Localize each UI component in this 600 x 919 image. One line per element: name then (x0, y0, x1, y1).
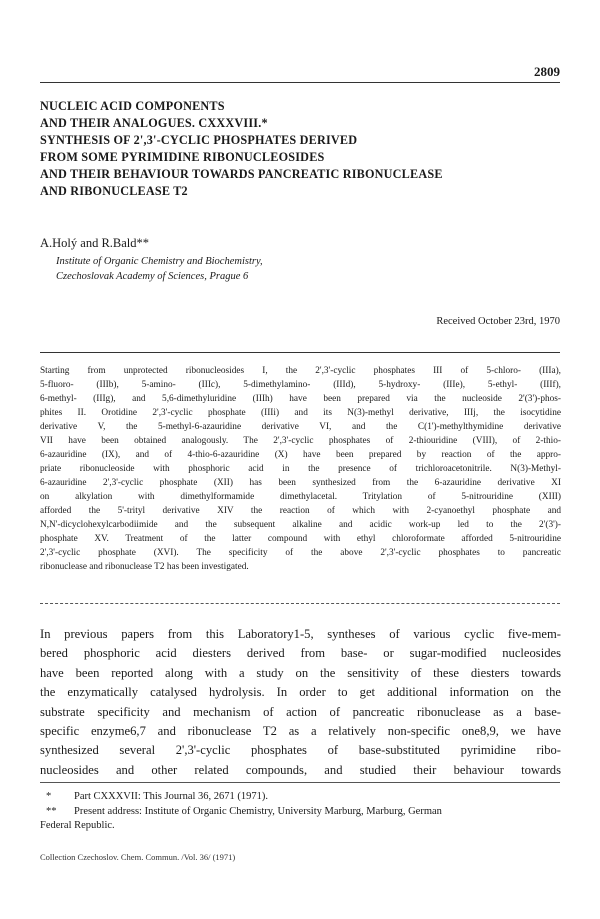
article-title (40, 98, 560, 200)
journal-citation: Collection Czechoslov. Chem. Commun. /Vol. 36/ (1971) (40, 852, 236, 862)
abstract-top-rule (40, 352, 560, 353)
affiliation (56, 254, 263, 284)
body-line: nucleosides and other related compounds, and studied their behaviour towards (40, 762, 561, 777)
footnote-continuation: Federal Republic. (40, 820, 115, 831)
received-date: Received October 23rd, 1970 (436, 316, 560, 327)
abstract-line: priate ribonucleoside with phosphoric acid in the presence of trichloroacetonitrile. N(3)-Methyl- (40, 464, 561, 474)
title-line: NUCLEIC ACID COMPONENTS (40, 99, 225, 113)
affiliation-line: Czechoslovak Academy of Sciences, Prague 6 (56, 271, 249, 282)
body-line: have been reported along with a study on the sensitivity of these diesters towards (40, 665, 561, 680)
authors: A.Holý and R.Bald** (40, 236, 150, 250)
abstract-line: 6-methyl- (IIIg), and 5,6-dimethyluridine (IIIh) have been prepared via the nucleoside 2'(3')-phos- (40, 394, 561, 404)
header-rule (40, 82, 560, 83)
abstract-line: ribonuclease and ribonuclease T2 has been investigated. (40, 562, 249, 572)
abstract-line: 6-azauridine (IX), and of 4-thio-6-azauridine (X) have been prepared by reaction of the appro- (40, 450, 561, 460)
body-line: In previous papers from this Laboratory1-5, syntheses of various cyclic five-mem- (40, 627, 561, 641)
title-line: FROM SOME PYRIMIDINE RIBONUCLEOSIDES (40, 150, 325, 164)
title-line: SYNTHESIS OF 2',3'-CYCLIC PHOSPHATES DERIVED (40, 133, 358, 147)
page-number: 2809 (534, 64, 560, 79)
abstract-line: afforded the 5'-trityl derivative XIV the reaction of which with 2-cyanoethyl phosphate and (40, 506, 561, 516)
abstract-line: phosphate XV. Treatment of the latter compound with ethyl chloroformate afforded 5-nitrouridine (40, 534, 561, 544)
footnote-text: Part CXXXVII: This Journal 36, 2671 (1971). (74, 791, 269, 802)
footnote-text: Present address: Institute of Organic Chemistry, University Marburg, Marburg, German (74, 805, 442, 817)
affiliation-line: Institute of Organic Chemistry and Biochemistry, (56, 256, 263, 267)
abstract-line: Starting from unprotected ribonucleosides I, the 2',3'-cyclic phosphates III of 5-chloro- (IIIa), (40, 366, 561, 376)
body-line: the enzymatically catalysed hydrolysis. In order to get additional information on the (40, 685, 561, 700)
footnotes (40, 790, 561, 834)
body-text (40, 625, 561, 780)
body-line: substrate specificity and mechanism of action of pancreatic ribonuclease as a base- (40, 704, 561, 719)
title-line: AND RIBONUCLEASE T2 (40, 184, 188, 198)
title-line: AND THEIR BEHAVIOUR TOWARDS PANCREATIC RIBONUCLEASE (40, 167, 443, 181)
abstract (40, 364, 561, 574)
abstract-bottom-rule (40, 603, 560, 604)
footnote-rule (40, 782, 560, 783)
abstract-line: 6-azauridine 2',3'-cyclic phosphate (XII) has been synthesized from the 6-azauridine derivative XI (40, 478, 561, 488)
abstract-line: N,N'-dicyclohexylcarbodiimide and the subsequent alkaline and acidic work-up led to the 2'(3')- (40, 520, 561, 530)
abstract-line: on alkylation with dimethylformamide dimethylacetal. Tritylation of 5-nitrouridine (XIII) (40, 492, 561, 502)
title-line: AND THEIR ANALOGUES. CXXXVIII.* (40, 116, 268, 130)
body-line: bered phosphoric acid diesters derived from base- or sugar-modified nucleosides (40, 646, 561, 661)
abstract-line: 5-fluoro- (IIIb), 5-amino- (IIIc), 5-dimethylamino- (IIId), 5-hydroxy- (IIIe), 5-ethyl- (IIIf), (40, 380, 561, 390)
footnote (40, 805, 561, 834)
abstract-line: VII have been obtained analogously. The 2',3'-cyclic phosphates of 2-thiouridine (VIII), of 2-thio- (40, 436, 561, 446)
abstract-line: 2',3'-cyclic phosphate (XVI). The specificity of the above 2',3'-cyclic phosphates to pancreatic (40, 548, 561, 558)
footnote (40, 790, 561, 805)
abstract-line: derivative V, the 5-methyl-6-azauridine derivative VI, and the C(1')-methylthymidine derivative (40, 422, 561, 432)
footnote-mark: * (46, 791, 52, 802)
abstract-line: phites II. Orotidine 2',3'-cyclic phosphate (IIIi) and its N(3)-methyl derivative, IIIj, the isocytidine (40, 408, 561, 418)
body-line: specific enzyme6,7 and ribonuclease T2 as a relatively non-specific one8,9, we have (40, 724, 561, 739)
footnote-mark: ** (46, 805, 57, 817)
body-line: synthesized several 2',3'-cyclic phosphates of base-substituted pyrimidine ribo- (40, 743, 561, 758)
